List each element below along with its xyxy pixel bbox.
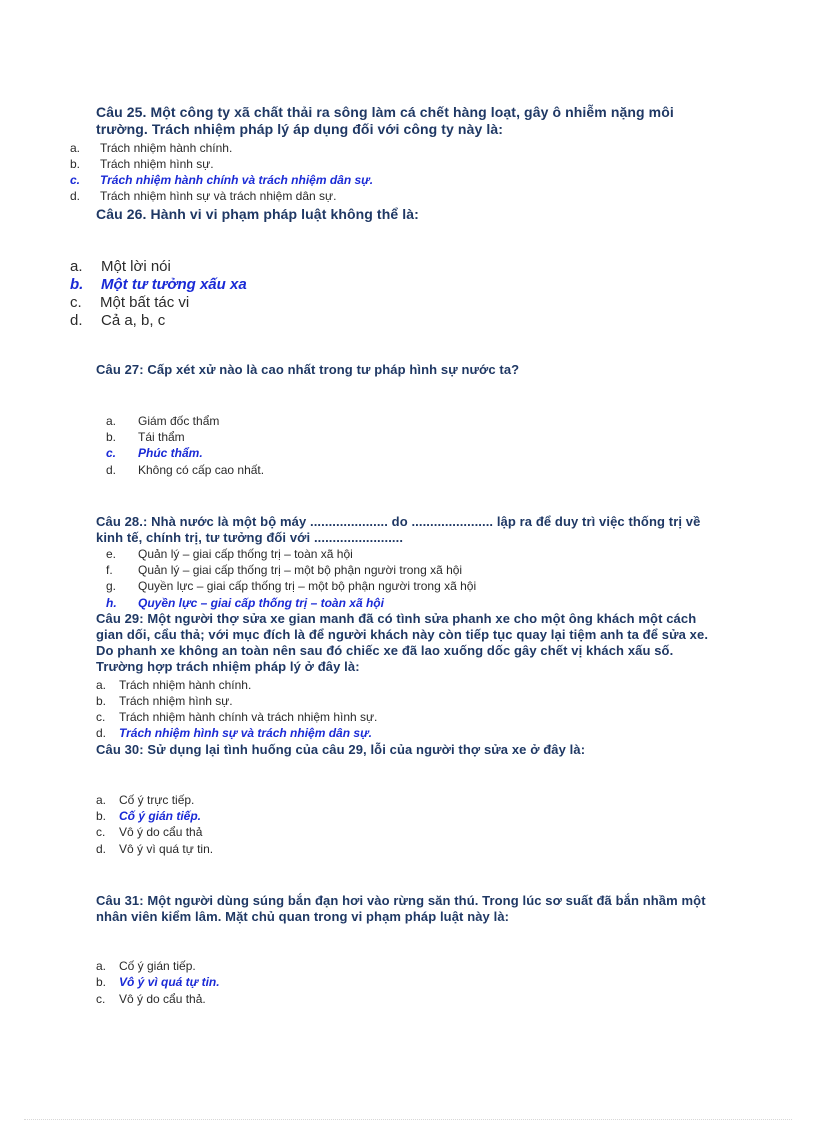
option-letter: c. [96,992,106,1006]
question-27-title: Câu 27: Cấp xét xử nào là cao nhất trong tư pháp hình sự nước ta? [96,362,520,377]
q26-option-c [70,294,189,311]
question-25-title: Câu 25. Một công ty xã chất thải ra sông làm cá chết hàng loạt, gây ô nhiễm nặng môi trường. Trách nhiệm pháp lý áp dụng đối với công ty này là: [96,104,674,137]
option-letter: b. [70,276,84,293]
option-letter: b. [96,694,107,708]
q31-option-a [96,959,196,973]
option-letter: b. [96,975,107,989]
option-text: Vô ý do cẩu thả [119,825,203,839]
question-26-title: Câu 26. Hành vi vi phạm pháp luật không thể là: [96,206,419,222]
option-letter: h. [106,596,117,610]
option-letter: a. [106,414,117,428]
option-letter: c. [70,294,82,311]
option-text: Vô ý vì quá tự tin. [119,975,220,989]
option-letter: d. [96,842,107,856]
q30-option-d [96,842,213,856]
q29-option-a [96,678,251,692]
question-28-title: Câu 28.: Nhà nước là một bộ máy ..................... do ...................... lập ra để duy trì việc thống trị về kinh tế, chính trị, tư tưởng đối với ........................ [96,514,701,545]
option-letter: a. [96,793,107,807]
option-text: Trách nhiệm hành chính. [119,678,252,692]
q27-option-a [106,414,219,428]
option-text: Một bất tác vi [100,294,190,311]
option-letter: g. [106,579,117,593]
option-text: Cố ý gián tiếp. [119,959,196,973]
question-31-title: Câu 31: Một người dùng súng bắn đạn hơi vào rừng săn thú. Trong lúc sơ suất đã bắn nhầm một nhân viên kiểm lâm. Mặt chủ quan trong vi phạm pháp luật này là: [96,893,706,924]
option-letter: c. [70,173,81,187]
option-letter: a. [70,141,81,155]
option-text: Trách nhiệm hình sự và trách nhiệm dân sự. [119,726,372,740]
q26-option-b-answer [70,276,247,293]
option-text: Vô ý do cẩu thả. [119,992,206,1006]
option-letter: c. [106,446,117,460]
option-text: Cố ý trực tiếp. [119,793,195,807]
q28-option-g [106,579,476,593]
q28-option-e [106,547,353,561]
q30-option-a [96,793,194,807]
q31-option-c [96,992,206,1006]
option-text: Quyền lực – giai cấp thống trị – toàn xã hội [138,596,384,610]
option-text: Trách nhiệm hành chính và trách nhiệm hình sự. [119,710,378,724]
option-text: Trách nhiệm hành chính. [100,141,233,155]
q25-option-b [70,157,214,171]
option-text: Quyền lực – giai cấp thống trị – một bộ phận người trong xã hội [138,579,477,593]
option-letter: b. [96,809,107,823]
option-letter: c. [96,710,106,724]
option-letter: b. [106,430,117,444]
option-letter: f. [106,563,113,577]
q29-option-d-answer [96,726,372,740]
option-text: Trách nhiệm hình sự. [100,157,214,171]
option-text: Quản lý – giai cấp thống trị – toàn xã hội [138,547,353,561]
option-text: Giám đốc thẩm [138,414,220,428]
option-letter: a. [96,959,107,973]
option-text: Không có cấp cao nhất. [138,463,265,477]
page-footer-divider [24,1119,792,1120]
question-29-title: Câu 29: Một người thợ sửa xe gian manh đã có tình sửa phanh xe cho một ông khách một cách gian dối, cẩu thả; với mục đích là để người khách này còn tiếp tục quay lại tiệm anh ta để sửa xe. Do phanh xe không an toàn nên sau đó chiếc xe đã lao xuống dốc gây chết vị khách xấu số. Trường hợp trách nhiệm pháp lý ở đây là: [96,611,709,674]
option-text: Quản lý – giai cấp thống trị – một bộ phận người trong xã hội [138,563,463,577]
q30-option-b-answer [96,809,201,823]
option-text: Trách nhiệm hành chính và trách nhiệm dân sự. [100,173,374,187]
option-text: Cả a, b, c [101,312,166,329]
q27-option-c-answer [106,446,203,460]
q27-option-d [106,463,264,477]
q25-option-a [70,141,232,155]
q27-option-b [106,430,185,444]
option-text: Phúc thẩm. [138,446,203,460]
option-text: Trách nhiệm hình sự. [119,694,233,708]
option-letter: d. [96,726,107,740]
option-letter: d. [70,312,83,329]
option-letter: b. [70,157,81,171]
q25-option-c-answer [70,173,373,187]
q30-option-c [96,825,202,839]
question-30-title: Câu 30: Sử dụng lại tình huống của câu 29, lỗi của người thợ sửa xe ở đây là: [96,742,586,757]
q28-option-f [106,563,462,577]
q29-option-c [96,710,377,724]
q28-option-h-answer [106,596,384,610]
option-letter: a. [96,678,107,692]
q26-option-d [70,312,165,329]
option-letter: c. [96,825,106,839]
option-letter: e. [106,547,117,561]
option-text: Trách nhiệm hình sự và trách nhiệm dân sự. [100,189,337,203]
option-letter: d. [70,189,81,203]
option-text: Một lời nói [101,258,171,275]
q26-option-a [70,258,171,275]
q31-option-b-answer [96,975,220,989]
option-text: Cố ý gián tiếp. [119,809,202,823]
q25-option-d [70,189,336,203]
option-text: Một tư tưởng xấu xa [101,276,247,293]
option-text: Tái thẩm [138,430,185,444]
option-text: Vô ý vì quá tự tin. [119,842,214,856]
option-letter: a. [70,258,83,275]
q29-option-b [96,694,233,708]
option-letter: d. [106,463,117,477]
